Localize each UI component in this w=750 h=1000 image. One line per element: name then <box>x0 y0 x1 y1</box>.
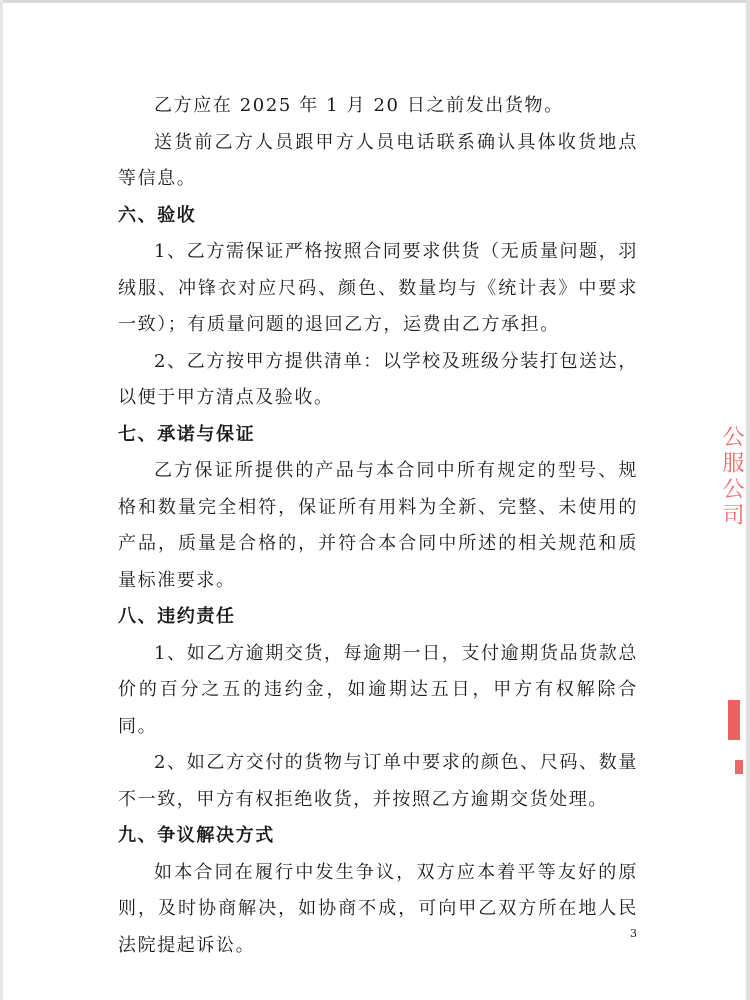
paragraph-dispute: 如本合同在履行中发生争议，双方应本着平等友好的原则，及时协商解决，如协商不成，可向甲乙双方所在地人民法院提起诉讼。 <box>118 861 638 956</box>
section-heading-liability: 八、违约责任 <box>118 606 236 627</box>
scan-border-top <box>0 0 750 3</box>
scan-border-left <box>0 0 3 1000</box>
paragraph-liability-2: 2、如乙方交付的货物与订单中要求的颜色、尺码、数量不一致，甲方有权拒绝收货，并按照乙方逾期交货处理。 <box>118 752 638 810</box>
seal-mark <box>728 700 740 740</box>
seal-stamp-edge <box>710 425 746 785</box>
document-body <box>118 88 638 964</box>
page-number: 3 <box>630 927 637 940</box>
section-heading-acceptance: 六、验收 <box>118 204 197 226</box>
seal-text: 公服公司 <box>719 425 744 529</box>
paragraph-commitment: 乙方保证所提供的产品与本合同中所有规定的型号、规格和数量完全相符，保证所有用料为全新、完整、未使用的产品，质量是合格的，并符合本合同中所述的相关规范和质量标准要求。 <box>118 460 638 591</box>
section-heading-commitment: 七、承诺与保证 <box>118 423 256 445</box>
paragraph-acceptance-1: 1、乙方需保证严格按照合同要求供货（无质量问题，羽绒服、冲锋衣对应尺码、颜色、数量均与《统计表》中要求一致）；有质量问题的退回乙方，运费由乙方承担。 <box>118 241 638 335</box>
paragraph-delivery-contact: 送货前乙方人员跟甲方人员电话联系确认具体收货地点等信息。 <box>118 131 638 189</box>
paragraph-acceptance-2: 2、乙方按甲方提供清单：以学校及班级分装打包送达，以便于甲方清点及验收。 <box>118 350 638 408</box>
paragraph-liability-1: 1、如乙方逾期交货，每逾期一日，支付逾期货品货款总价的百分之五的违约金，如逾期达五日，甲方有权解除合同。 <box>118 642 638 737</box>
seal-mark <box>735 760 743 774</box>
paragraph-delivery-date: 乙方应在 2025 年 1 月 20 日之前发出货物。 <box>154 95 564 116</box>
section-heading-dispute: 九、争议解决方式 <box>118 825 275 846</box>
scan-border-right <box>746 0 750 1000</box>
